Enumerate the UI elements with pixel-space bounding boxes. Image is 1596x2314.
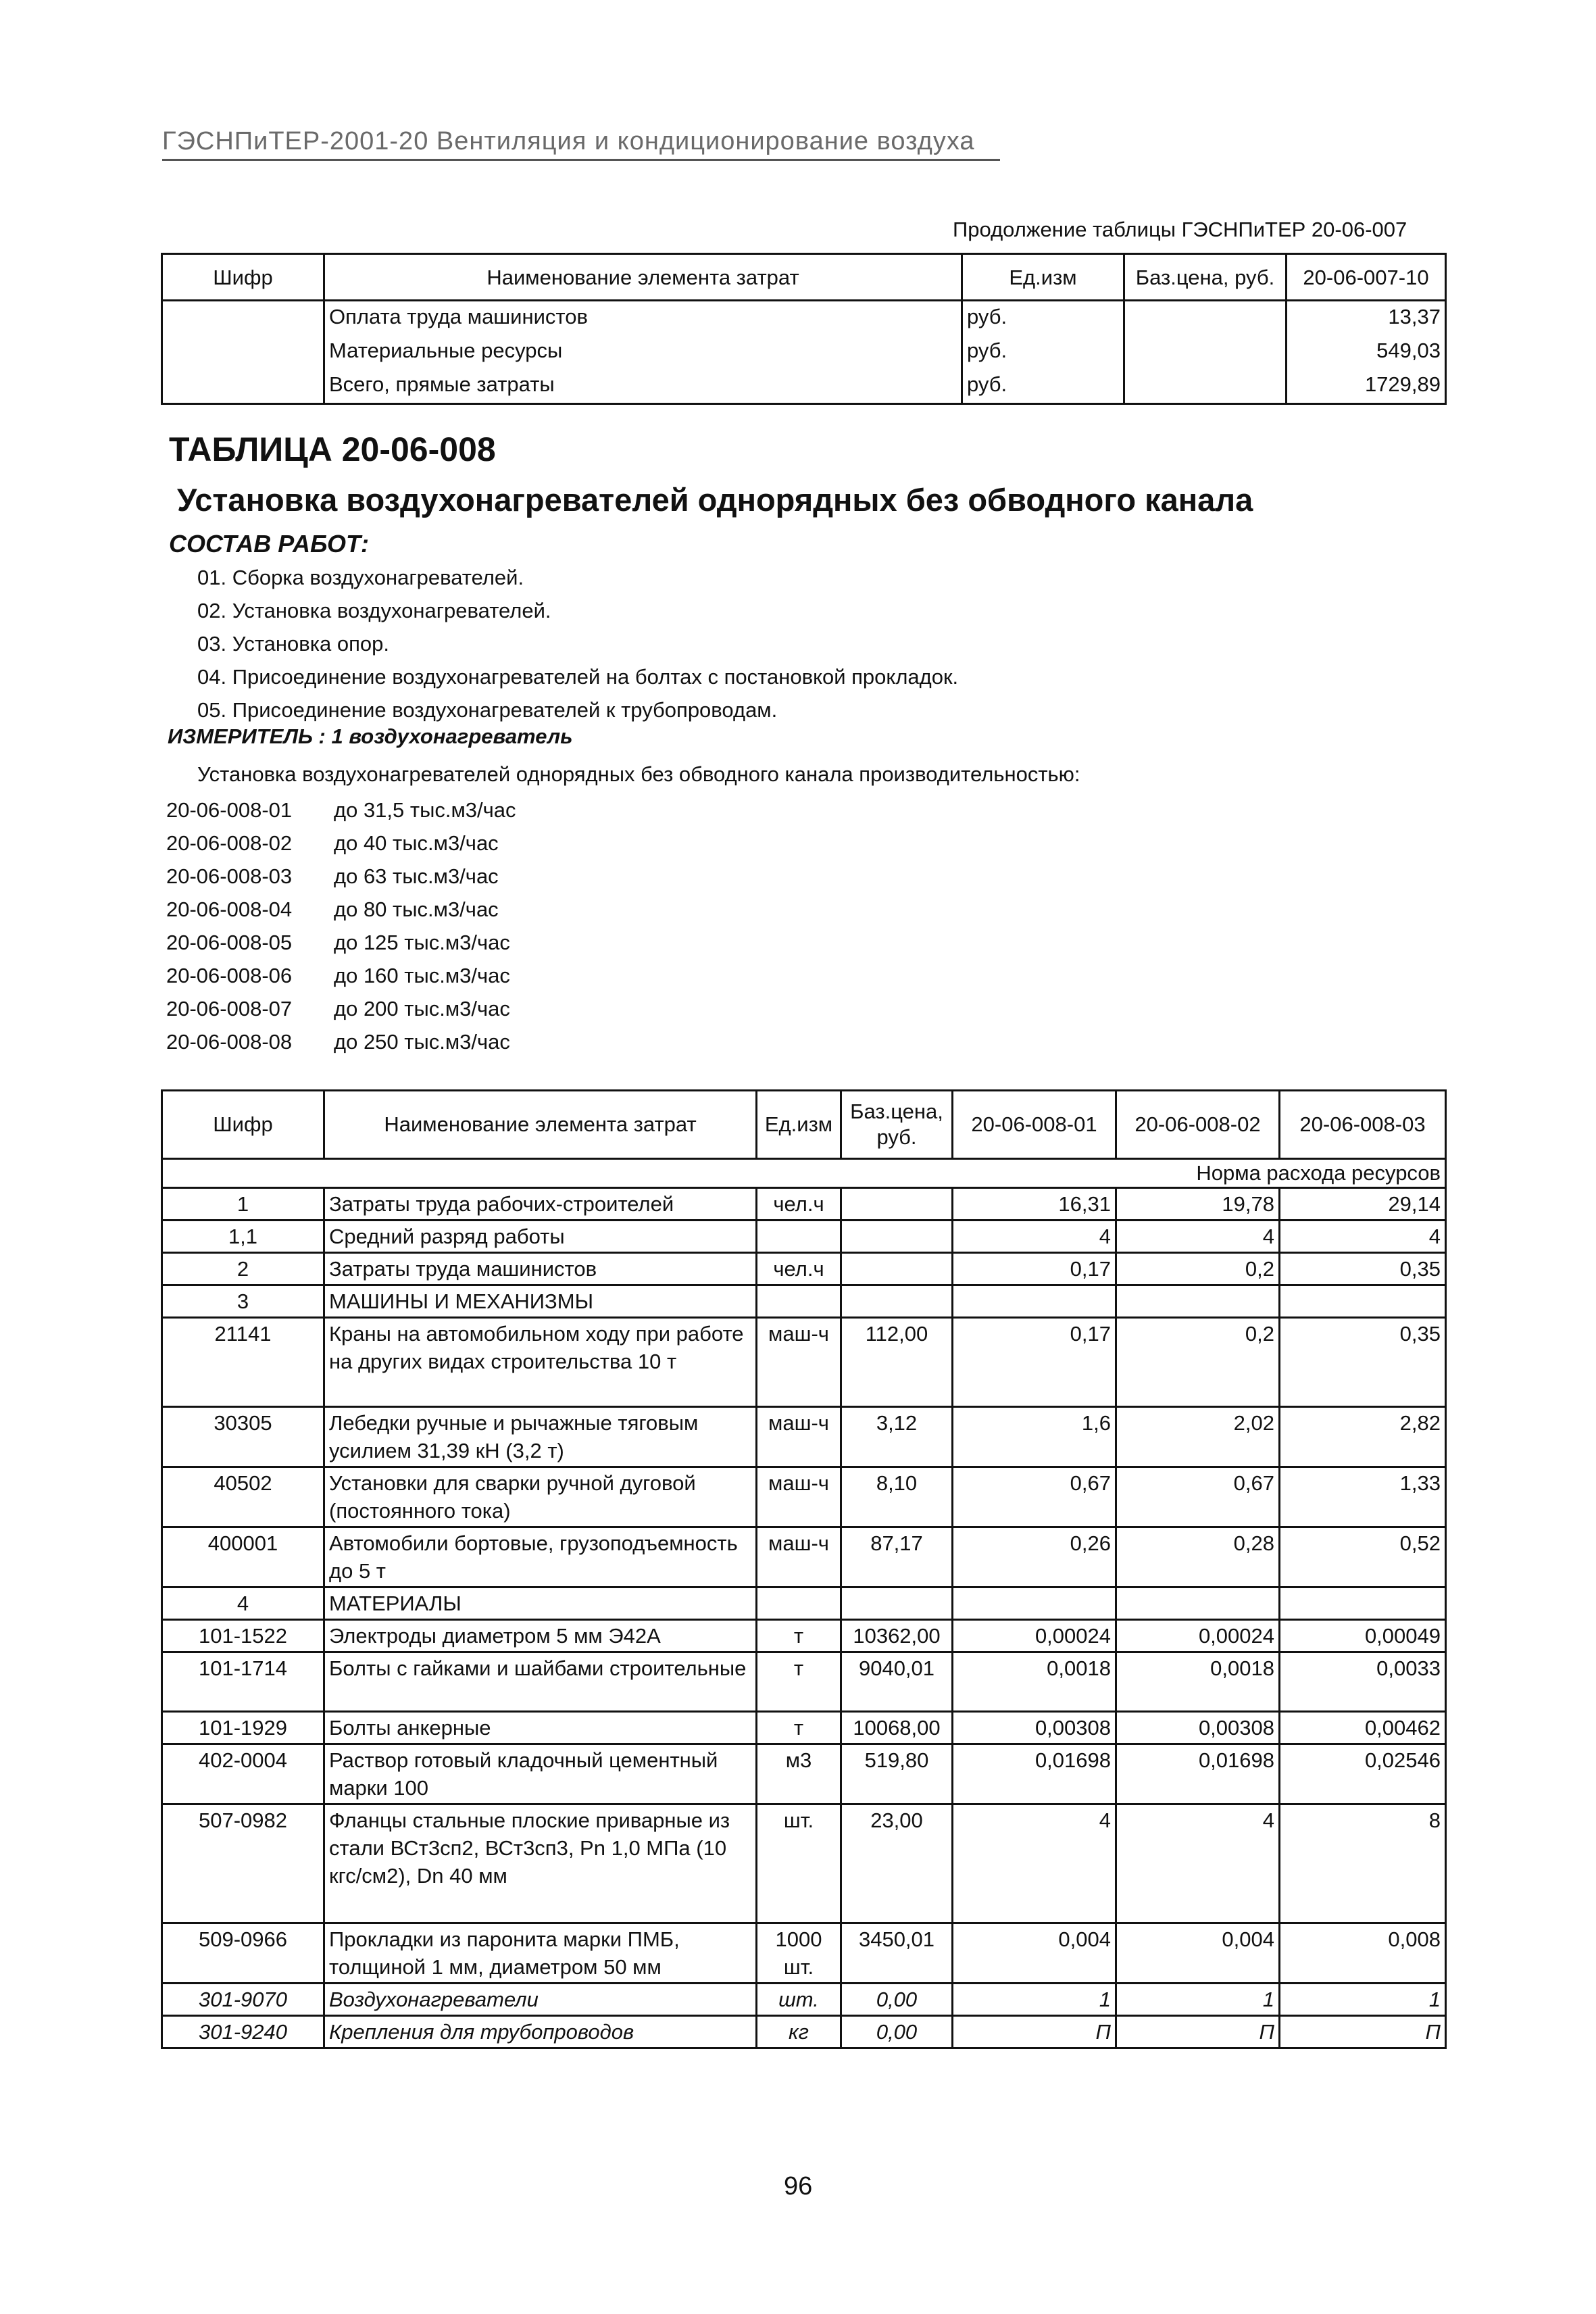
work-item: 05. Присоединение воздухонагревателей к трубопроводам. (197, 698, 778, 722)
column-header: 20-06-008-03 (1280, 1091, 1446, 1159)
row-value-1: 0,17 (953, 1253, 1116, 1285)
cost-name: Всего, прямые затраты (324, 369, 962, 404)
cost-value: 1729,89 (1287, 369, 1446, 404)
cost-unit: руб. (962, 335, 1124, 369)
row-code: 4 (162, 1587, 324, 1620)
table-row (162, 1467, 1446, 1527)
table-row (162, 1652, 1446, 1712)
row-value-2: П (1116, 2016, 1280, 2048)
row-value-3: 8 (1280, 1804, 1446, 1923)
table-row (162, 1253, 1446, 1285)
row-code: 101-1522 (162, 1620, 324, 1652)
row-code: 301-9240 (162, 2016, 324, 2048)
work-item: 04. Присоединение воздухонагревателей на болтах с постановкой прокладок. (197, 665, 959, 689)
row-unit: кг (757, 2016, 841, 2048)
row-value-3: 0,008 (1280, 1923, 1446, 1984)
row-unit: 1000 шт. (757, 1923, 841, 1984)
row-value-3: 29,14 (1280, 1188, 1446, 1221)
row-value-3: 0,52 (1280, 1527, 1446, 1587)
variant-row (166, 827, 516, 860)
row-value-2 (1116, 1587, 1280, 1620)
row-name: Затраты труда машинистов (324, 1253, 757, 1285)
row-name: Болты анкерные (324, 1712, 757, 1744)
table-row (162, 1221, 1446, 1253)
cost-name: Оплата труда машинистов (324, 301, 962, 336)
table-row (162, 1923, 1446, 1984)
variants-list (166, 793, 516, 1058)
row-price (841, 1285, 953, 1318)
variant-desc: до 160 тыс.м3/час (334, 964, 510, 987)
column-header: 20-06-008-01 (953, 1091, 1116, 1159)
row-unit: чел.ч (757, 1253, 841, 1285)
row-value-2: 0,004 (1116, 1923, 1280, 1984)
variant-row (166, 793, 516, 827)
row-value-1: 0,67 (953, 1467, 1116, 1527)
works-list (197, 561, 958, 727)
variant-code: 20-06-008-02 (166, 831, 293, 855)
cost-unit: руб. (962, 369, 1124, 404)
norm-row (162, 1159, 1446, 1188)
table-row (162, 1587, 1446, 1620)
row-value-2: 0,00024 (1116, 1620, 1280, 1652)
row-value-1: 1 (953, 1984, 1116, 2016)
variant-row (166, 959, 516, 992)
row-price: 112,00 (841, 1318, 953, 1407)
row-price (841, 1188, 953, 1221)
table-row (162, 1984, 1446, 2016)
column-header: Ед.изм (757, 1091, 841, 1159)
variant-desc: до 125 тыс.м3/час (334, 931, 510, 954)
resources-table (161, 1089, 1447, 2049)
row-value-1: 0,17 (953, 1318, 1116, 1407)
measure-unit: ИЗМЕРИТЕЛЬ : 1 воздухонагреватель (168, 724, 573, 748)
row-value-2: 1 (1116, 1984, 1280, 2016)
row-name: Затраты труда рабочих-строителей (324, 1188, 757, 1221)
continuation-caption: Продолжение таблицы ГЭСНПиТЕР 20-06-007 (953, 218, 1407, 241)
row-value-3: 1 (1280, 1984, 1446, 2016)
row-unit: маш-ч (757, 1467, 841, 1527)
row-unit (757, 1587, 841, 1620)
variant-desc: до 63 тыс.м3/час (334, 864, 499, 888)
row-value-1 (953, 1587, 1116, 1620)
row-code: 2 (162, 1253, 324, 1285)
table-row (162, 2016, 1446, 2048)
row-value-1: 4 (953, 1804, 1116, 1923)
row-value-1: 0,0018 (953, 1652, 1116, 1712)
continuation-table (161, 253, 1447, 405)
row-unit: м3 (757, 1744, 841, 1804)
variant-code: 20-06-008-07 (166, 997, 293, 1020)
row-value-2: 0,2 (1116, 1318, 1280, 1407)
row-value-2: 0,2 (1116, 1253, 1280, 1285)
row-value-3: 0,0033 (1280, 1652, 1446, 1712)
variant-row (166, 860, 516, 893)
row-unit: т (757, 1712, 841, 1744)
row-value-2: 0,67 (1116, 1467, 1280, 1527)
table-row (162, 369, 1446, 404)
row-value-3: 0,35 (1280, 1253, 1446, 1285)
column-header: 20-06-008-02 (1116, 1091, 1280, 1159)
row-code: 1 (162, 1188, 324, 1221)
cost-price (1124, 369, 1287, 404)
row-value-3: 0,00462 (1280, 1712, 1446, 1744)
table-row (162, 1285, 1446, 1318)
variant-row (166, 893, 516, 926)
row-name: Электроды диаметром 5 мм Э42А (324, 1620, 757, 1652)
row-code: 101-1714 (162, 1652, 324, 1712)
row-value-1: 0,00024 (953, 1620, 1116, 1652)
row-price: 8,10 (841, 1467, 953, 1527)
row-code: 507-0982 (162, 1804, 324, 1923)
column-header: Ед.изм (962, 254, 1124, 301)
row-value-1: 1,6 (953, 1407, 1116, 1467)
cost-price (1124, 335, 1287, 369)
row-price (841, 1253, 953, 1285)
row-value-3: 2,82 (1280, 1407, 1446, 1467)
row-value-1: 4 (953, 1221, 1116, 1253)
row-value-2: 19,78 (1116, 1188, 1280, 1221)
work-item: 02. Установка воздухонагревателей. (197, 599, 551, 622)
row-price: 10068,00 (841, 1712, 953, 1744)
row-unit: чел.ч (757, 1188, 841, 1221)
row-name: МАТЕРИАЛЫ (324, 1587, 757, 1620)
row-unit (757, 1285, 841, 1318)
table-row (162, 1407, 1446, 1467)
variant-row (166, 926, 516, 959)
norm-label: Норма расхода ресурсов (162, 1159, 1446, 1188)
row-value-3: 0,35 (1280, 1318, 1446, 1407)
row-name: Болты с гайками и шайбами строительные (324, 1652, 757, 1712)
row-price: 3450,01 (841, 1923, 953, 1984)
row-price: 0,00 (841, 1984, 953, 2016)
row-code: 402-0004 (162, 1744, 324, 1804)
cost-price (1124, 301, 1287, 336)
variant-desc: до 31,5 тыс.м3/час (334, 798, 516, 822)
variant-code: 20-06-008-05 (166, 931, 293, 954)
column-header: Наименование элемента затрат (324, 254, 962, 301)
variant-desc: до 80 тыс.м3/час (334, 897, 499, 921)
table-row (162, 1804, 1446, 1923)
table-row (162, 1188, 1446, 1221)
row-unit: шт. (757, 1984, 841, 2016)
cost-code (162, 369, 324, 404)
row-value-2 (1116, 1285, 1280, 1318)
variant-code: 20-06-008-06 (166, 964, 293, 987)
row-code: 30305 (162, 1407, 324, 1467)
continuation-header-row (162, 254, 1446, 301)
row-name: Средний разряд работы (324, 1221, 757, 1253)
intro-text: Установка воздухонагревателей однорядных без обводного канала производительностью: (197, 762, 1080, 786)
row-value-2: 0,0018 (1116, 1652, 1280, 1712)
column-header: Шифр (162, 1091, 324, 1159)
row-value-2: 0,28 (1116, 1527, 1280, 1587)
page-number: 96 (784, 2172, 813, 2200)
cost-value: 549,03 (1287, 335, 1446, 369)
row-name: Раствор готовый кладочный цементный марки 100 (324, 1744, 757, 1804)
row-name: Прокладки из паронита марки ПМБ, толщиной 1 мм, диаметром 50 мм (324, 1923, 757, 1984)
row-value-1: 0,01698 (953, 1744, 1116, 1804)
row-unit: т (757, 1652, 841, 1712)
row-name: Крепления для трубопроводов (324, 2016, 757, 2048)
row-value-3 (1280, 1587, 1446, 1620)
variant-code: 20-06-008-01 (166, 798, 293, 822)
table-row (162, 1620, 1446, 1652)
row-code: 3 (162, 1285, 324, 1318)
variant-row (166, 992, 516, 1025)
variant-code: 20-06-008-04 (166, 897, 293, 921)
row-price: 0,00 (841, 2016, 953, 2048)
variant-code: 20-06-008-03 (166, 864, 293, 888)
row-unit: маш-ч (757, 1318, 841, 1407)
row-name: МАШИНЫ И МЕХАНИЗМЫ (324, 1285, 757, 1318)
row-value-3: 1,33 (1280, 1467, 1446, 1527)
row-value-1: 0,004 (953, 1923, 1116, 1984)
row-value-2: 4 (1116, 1804, 1280, 1923)
row-value-3: 0,00049 (1280, 1620, 1446, 1652)
row-name: Лебедки ручные и рычажные тяговым усилием 31,39 кН (3,2 т) (324, 1407, 757, 1467)
variant-row (166, 1025, 516, 1058)
row-code: 21141 (162, 1318, 324, 1407)
row-price: 519,80 (841, 1744, 953, 1804)
variant-desc: до 40 тыс.м3/час (334, 831, 499, 855)
variant-code: 20-06-008-08 (166, 1030, 293, 1054)
row-value-2: 0,01698 (1116, 1744, 1280, 1804)
row-unit: маш-ч (757, 1407, 841, 1467)
column-header: Шифр (162, 254, 324, 301)
variant-desc: до 250 тыс.м3/час (334, 1030, 510, 1054)
row-name: Воздухонагреватели (324, 1984, 757, 2016)
resources-header-row (162, 1091, 1446, 1159)
table-row (162, 335, 1446, 369)
column-header: Баз.цена, руб. (841, 1091, 953, 1159)
cost-code (162, 335, 324, 369)
row-code: 509-0966 (162, 1923, 324, 1984)
row-name: Установки для сварки ручной дуговой (постоянного тока) (324, 1467, 757, 1527)
row-value-2: 0,00308 (1116, 1712, 1280, 1744)
row-name: Краны на автомобильном ходу при работе на других видах строительства 10 т (324, 1318, 757, 1407)
row-value-3: 0,02546 (1280, 1744, 1446, 1804)
page-header: ГЭСНПиТЕР-2001-20 Вентиляция и кондиционирование воздуха (162, 127, 1000, 161)
row-code: 1,1 (162, 1221, 324, 1253)
row-unit: маш-ч (757, 1527, 841, 1587)
table-row (162, 1744, 1446, 1804)
row-price: 9040,01 (841, 1652, 953, 1712)
row-name: Фланцы стальные плоские приварные из стали ВСт3сп2, ВСт3сп3, Pn 1,0 МПа (10 кгс/см2), Dn 40 мм (324, 1804, 757, 1923)
row-code: 40502 (162, 1467, 324, 1527)
row-value-1 (953, 1285, 1116, 1318)
row-price (841, 1587, 953, 1620)
column-header: Баз.цена, руб. (1124, 254, 1287, 301)
table-row (162, 1527, 1446, 1587)
table-title: ТАБЛИЦА 20-06-008 (169, 430, 496, 468)
row-price: 10362,00 (841, 1620, 953, 1652)
table-row (162, 301, 1446, 336)
row-value-2: 2,02 (1116, 1407, 1280, 1467)
row-code: 101-1929 (162, 1712, 324, 1744)
column-header: 20-06-007-10 (1287, 254, 1446, 301)
row-price: 3,12 (841, 1407, 953, 1467)
table-row (162, 1712, 1446, 1744)
cost-unit: руб. (962, 301, 1124, 336)
row-value-1: 16,31 (953, 1188, 1116, 1221)
cost-code (162, 301, 324, 336)
row-value-2: 4 (1116, 1221, 1280, 1253)
row-name: Автомобили бортовые, грузоподъемность до 5 т (324, 1527, 757, 1587)
row-code: 400001 (162, 1527, 324, 1587)
row-unit (757, 1221, 841, 1253)
works-heading: СОСТАВ РАБОТ: (169, 530, 369, 558)
cost-value: 13,37 (1287, 301, 1446, 336)
work-item: 03. Установка опор. (197, 632, 389, 656)
row-code: 301-9070 (162, 1984, 324, 2016)
row-value-1: 0,26 (953, 1527, 1116, 1587)
row-value-3 (1280, 1285, 1446, 1318)
cost-name: Материальные ресурсы (324, 335, 962, 369)
variant-desc: до 200 тыс.м3/час (334, 997, 510, 1020)
row-value-1: 0,00308 (953, 1712, 1116, 1744)
row-price: 87,17 (841, 1527, 953, 1587)
table-subtitle: Установка воздухонагревателей однорядных без обводного канала (177, 482, 1253, 518)
row-value-3: 4 (1280, 1221, 1446, 1253)
row-value-3: П (1280, 2016, 1446, 2048)
work-item: 01. Сборка воздухонагревателей. (197, 566, 524, 589)
row-price (841, 1221, 953, 1253)
row-value-1: П (953, 2016, 1116, 2048)
row-unit: т (757, 1620, 841, 1652)
row-unit: шт. (757, 1804, 841, 1923)
table-row (162, 1318, 1446, 1407)
column-header: Наименование элемента затрат (324, 1091, 757, 1159)
row-price: 23,00 (841, 1804, 953, 1923)
